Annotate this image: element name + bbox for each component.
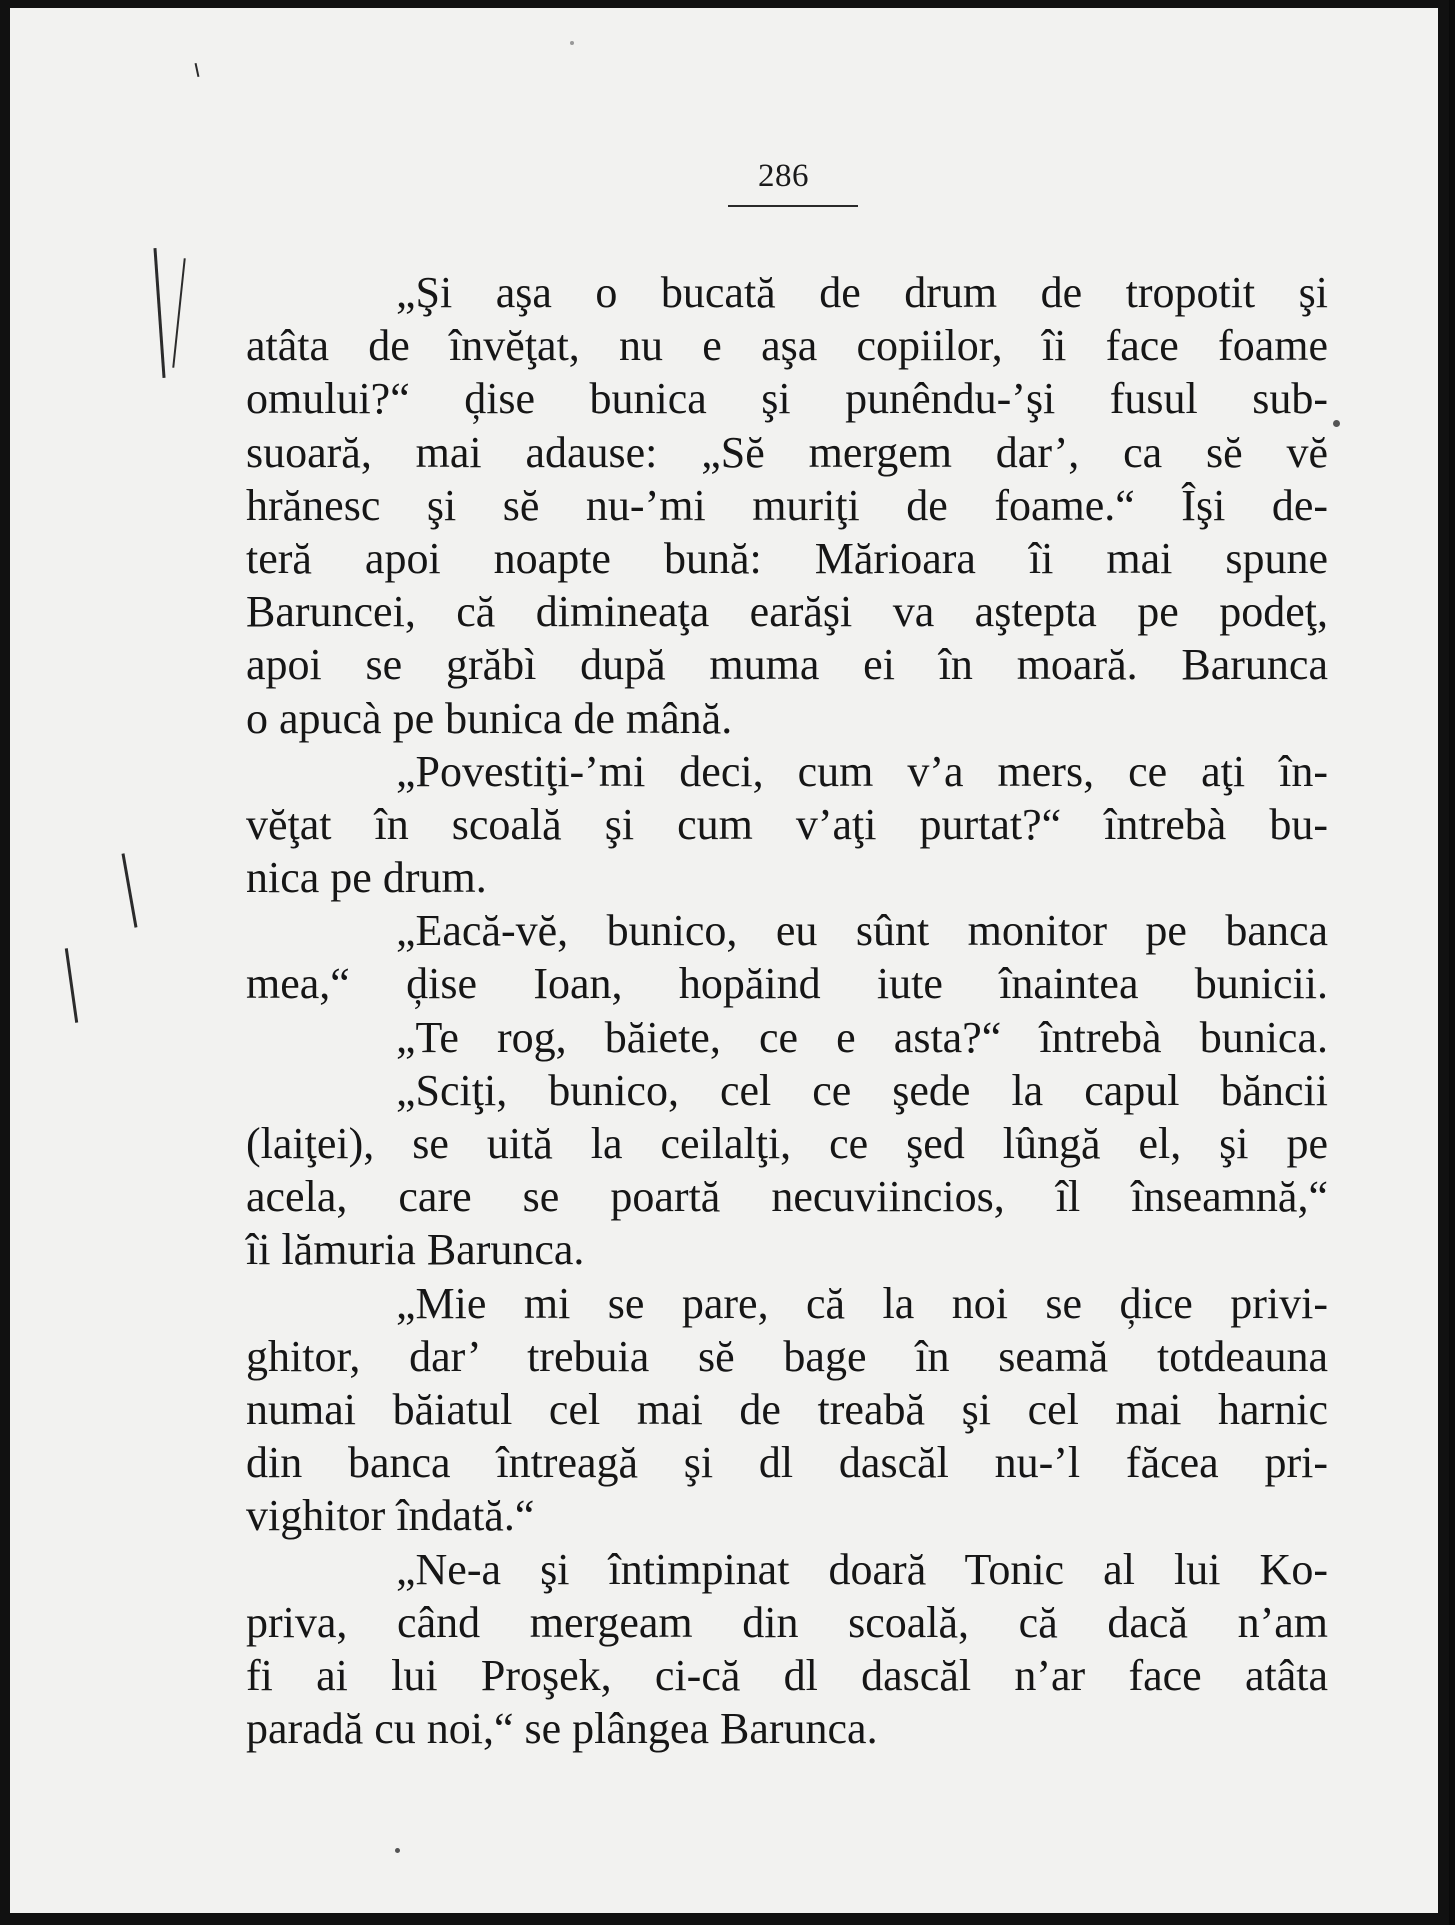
text-line: teră apoi noapte bună: Mărioara îi mai spune — [246, 533, 1328, 583]
text-line: mea,“ ḑise Ioan, hopăind iute înaintea bunicii. — [246, 959, 1328, 1009]
text-line: priva, când mergeam din scoală, că dacă n’am — [246, 1597, 1328, 1647]
text-line: „Mie mi se pare, că la noi se ḑice privi- — [396, 1278, 1328, 1328]
scan-artifact-speck — [395, 1848, 400, 1853]
text-line: omului?“ ḑise bunica şi punêndu-’şi fusul sub- — [246, 374, 1328, 424]
scan-artifact-speck — [1333, 420, 1340, 427]
text-line: din banca întreagă şi dl dascăl nu-’l făcea pri- — [246, 1438, 1328, 1488]
scan-artifact-mark — [172, 258, 185, 368]
text-line: hrănesc şi sĕ nu-’mi muriţi de foame.“ Îşi de- — [246, 480, 1328, 530]
text-line: „Povestiţi-’mi deci, cum v’a mers, ce aţi în- — [396, 746, 1328, 796]
scan-artifact-mark — [122, 853, 138, 927]
text-line: „Eacă-vĕ, bunico, eu sûnt monitor pe banca — [396, 906, 1328, 956]
text-line: vĕţat în scoală şi cum v’aţi purtat?“ întrebà bu- — [246, 799, 1328, 849]
text-line: o apucà pe bunica de mână. — [246, 693, 733, 743]
text-line: nica pe drum. — [246, 853, 487, 903]
text-line: suoară, mai adause: „Sĕ mergem dar’, ca sĕ vĕ — [246, 427, 1328, 477]
text-line: (laiţei), se uită la ceilalţi, ce şed lûngă el, şi pe — [246, 1119, 1328, 1168]
text-line: „Şi aşa o bucată de drum de tropotit şi — [396, 268, 1328, 317]
text-line: acela, care se poartă necuviincios, îl înseamnă,“ — [246, 1172, 1328, 1222]
text-line: apoi se grăbì după muma ei în moară. Barunca — [246, 640, 1328, 690]
text-line: atâta de învĕţat, nu e aşa copiilor, îi face foame — [246, 321, 1328, 371]
page-number-rule — [728, 205, 858, 207]
text-line: „Sciţi, bunico, cel ce şede la capul băncii — [396, 1065, 1328, 1115]
body-text — [246, 266, 1328, 1755]
text-line: îi lămuria Barunca. — [246, 1225, 585, 1275]
scan-artifact-mark — [195, 63, 200, 77]
scanned-page — [10, 8, 1438, 1913]
scan-artifact-mark — [153, 248, 165, 378]
text-line: „Te rog, băiete, ce e asta?“ întrebà bunica. — [396, 1012, 1328, 1062]
scan-artifact-mark — [65, 948, 78, 1023]
text-line: vighitor îndată.“ — [246, 1491, 535, 1541]
scan-border — [1449, 0, 1455, 1925]
text-line: Baruncei, că dimineaţa earăşi va aştepta pe podeţ, — [246, 587, 1328, 637]
scan-artifact-speck — [570, 41, 574, 45]
text-line: paradă cu noi,“ se plângea Barunca. — [246, 1704, 878, 1754]
text-line: fi ai lui Proşek, ci-că dl dascăl n’ar face atâta — [246, 1650, 1328, 1700]
text-line: numai băiatul cel mai de treabă şi cel mai harnic — [246, 1384, 1328, 1434]
text-line: „Ne-a şi întimpinat doară Tonic al lui Ko- — [396, 1544, 1328, 1594]
text-line: ghitor, dar’ trebuia sĕ bage în seamă totdeauna — [246, 1331, 1328, 1381]
page-number: 286 — [758, 158, 809, 194]
